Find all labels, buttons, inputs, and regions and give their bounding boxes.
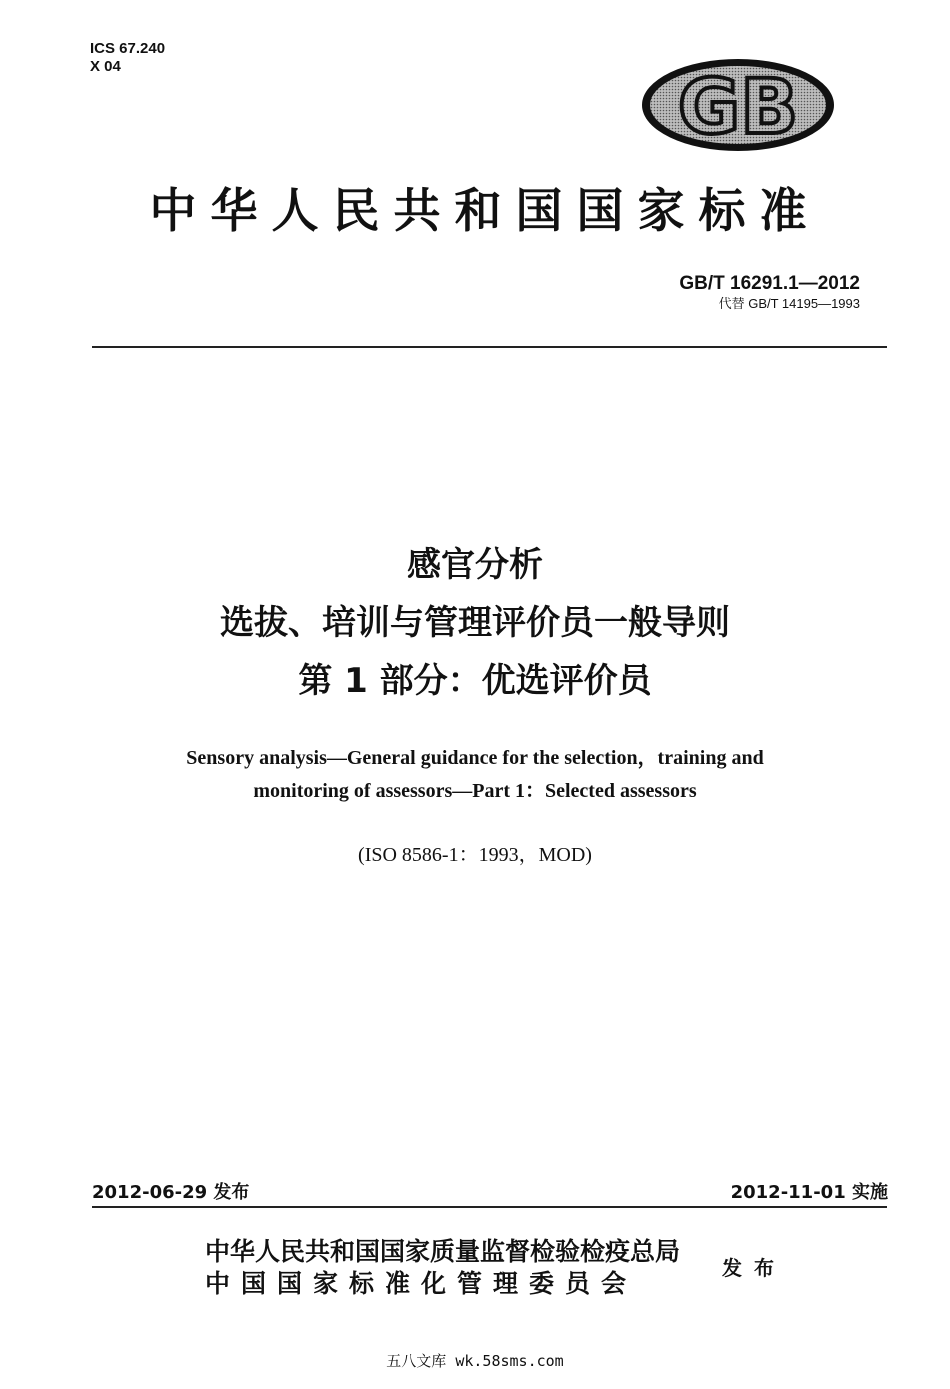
gb-logo-graphic bbox=[638, 55, 838, 155]
issuer-line-2: 中国国家标准化管理委员会 bbox=[205, 1269, 638, 1298]
classification-codes bbox=[90, 40, 165, 76]
watermark: 五八文库 wk.58sms.com bbox=[386, 1352, 564, 1370]
header-divider bbox=[92, 346, 887, 348]
issuing-authorities bbox=[205, 1236, 680, 1300]
issuer-line-1: 中华人民共和国国家质量监督检验检疫总局 bbox=[205, 1237, 681, 1266]
english-title-line-1: Sensory analysis—General guidance for the selection，training and bbox=[186, 747, 764, 769]
title-line-2: 选拔、培训与管理评价员一般导则 bbox=[220, 603, 730, 643]
ccs-code: X 04 bbox=[90, 58, 121, 75]
ics-code: ICS 67.240 bbox=[90, 40, 166, 57]
english-title-line-2: monitoring of assessors—Part 1：Selected assessors bbox=[253, 780, 697, 802]
standard-number-block bbox=[679, 272, 860, 312]
title-line-3: 第 1 部分：优选评价员 bbox=[298, 661, 652, 701]
gb-logo-text: GB bbox=[677, 62, 799, 151]
national-standard-heading: 中华人民共和国国家标准 bbox=[149, 184, 821, 239]
gb-logo bbox=[638, 55, 838, 155]
chinese-title bbox=[0, 536, 950, 710]
iso-reference: (ISO 8586-1：1993，MOD) bbox=[358, 844, 592, 866]
replaces-standard: 代替 GB/T 14195—1993 bbox=[718, 296, 860, 311]
publish-date: 2012-06-29 发布 bbox=[92, 1182, 250, 1203]
footer-divider bbox=[92, 1206, 887, 1208]
issue-label: 发布 bbox=[722, 1256, 786, 1280]
english-title bbox=[0, 742, 950, 808]
implement-date: 2012-11-01 实施 bbox=[730, 1182, 888, 1203]
standard-number: GB/T 16291.1—2012 bbox=[679, 273, 860, 294]
title-line-1: 感官分析 bbox=[407, 545, 543, 585]
